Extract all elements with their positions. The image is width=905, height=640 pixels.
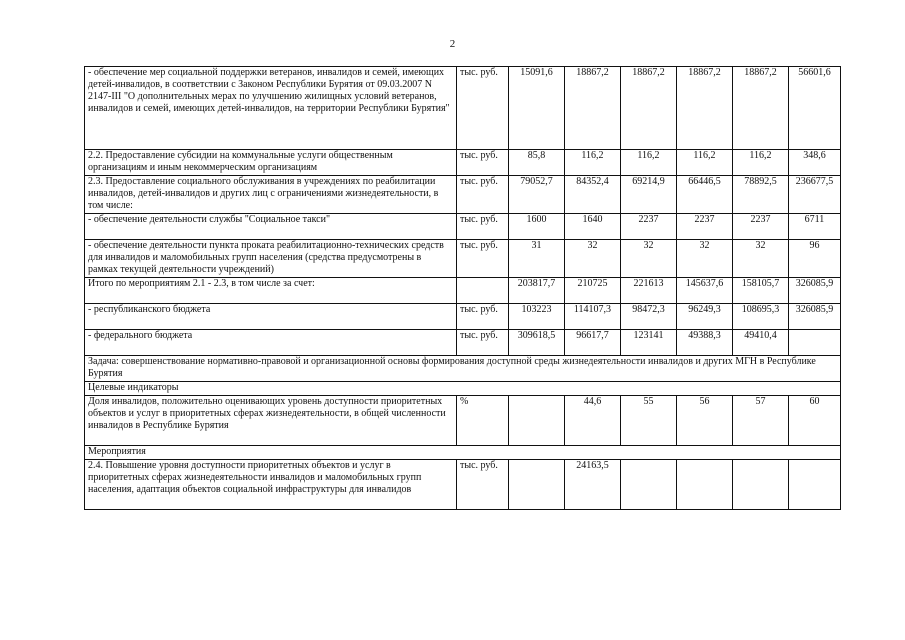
- value-cell: [621, 460, 677, 510]
- value-cell: 203817,7: [509, 278, 565, 304]
- value-cell: 221613: [621, 278, 677, 304]
- row-label: - федерального бюджета: [85, 330, 457, 356]
- value-cell: 108695,3: [733, 304, 789, 330]
- table-row: [85, 278, 841, 304]
- unit-cell: тыс. руб.: [457, 304, 509, 330]
- value-cell: 326085,9: [789, 278, 841, 304]
- row-label: 2.3. Предоставление социального обслуживания в учреждениях по реабилитации инвалидов, детей-инвалидов и других лиц с ограничениями жизнедеятельности, в том числе:: [85, 176, 457, 214]
- table-row: [85, 330, 841, 356]
- table-row: [85, 460, 841, 510]
- unit-cell: [457, 278, 509, 304]
- value-cell: 123141: [621, 330, 677, 356]
- section-heading: Целевые индикаторы: [85, 382, 841, 396]
- value-cell: [789, 330, 841, 356]
- value-cell: 309618,5: [509, 330, 565, 356]
- value-cell: 6711: [789, 214, 841, 240]
- value-cell: 56601,6: [789, 67, 841, 150]
- value-cell: 31: [509, 240, 565, 278]
- table-row: [85, 240, 841, 278]
- value-cell: 348,6: [789, 150, 841, 176]
- row-label: Итого по мероприятиям 2.1 - 2.3, в том числе за счет:: [85, 278, 457, 304]
- unit-cell: тыс. руб.: [457, 240, 509, 278]
- row-label: 2.4. Повышение уровня доступности приоритетных объектов и услуг в приоритетных сферах жизнедеятельности инвалидов и маломобильных групп населения, адаптация объектов социальной инфраструктуры для инвалидов: [85, 460, 457, 510]
- unit-cell: %: [457, 396, 509, 446]
- row-label: - обеспечение деятельности пункта проката реабилитационно-технических средств для инвалидов и маломобильных групп населения (средства предусмотрены в рамках текущей деятельности учреждений): [85, 240, 457, 278]
- value-cell: 96: [789, 240, 841, 278]
- table-row: [85, 214, 841, 240]
- value-cell: 18867,2: [677, 67, 733, 150]
- value-cell: 69214,9: [621, 176, 677, 214]
- section-row: [85, 382, 841, 396]
- table-row: [85, 176, 841, 214]
- table-row: [85, 396, 841, 446]
- value-cell: 56: [677, 396, 733, 446]
- value-cell: 15091,6: [509, 67, 565, 150]
- unit-cell: тыс. руб.: [457, 330, 509, 356]
- value-cell: 1640: [565, 214, 621, 240]
- value-cell: [509, 460, 565, 510]
- unit-cell: тыс. руб.: [457, 176, 509, 214]
- value-cell: 18867,2: [565, 67, 621, 150]
- value-cell: 84352,4: [565, 176, 621, 214]
- value-cell: [733, 460, 789, 510]
- section-heading: Мероприятия: [85, 446, 841, 460]
- value-cell: [509, 396, 565, 446]
- value-cell: 78892,5: [733, 176, 789, 214]
- value-cell: 32: [677, 240, 733, 278]
- value-cell: 32: [733, 240, 789, 278]
- row-label: - республиканского бюджета: [85, 304, 457, 330]
- value-cell: 326085,9: [789, 304, 841, 330]
- value-cell: 116,2: [677, 150, 733, 176]
- value-cell: 32: [565, 240, 621, 278]
- value-cell: 2237: [733, 214, 789, 240]
- value-cell: 158105,7: [733, 278, 789, 304]
- value-cell: 60: [789, 396, 841, 446]
- table-row: [85, 67, 841, 150]
- value-cell: [789, 460, 841, 510]
- unit-cell: тыс. руб.: [457, 67, 509, 150]
- value-cell: 79052,7: [509, 176, 565, 214]
- value-cell: 2237: [621, 214, 677, 240]
- unit-cell: тыс. руб.: [457, 214, 509, 240]
- value-cell: 24163,5: [565, 460, 621, 510]
- value-cell: 210725: [565, 278, 621, 304]
- value-cell: 98472,3: [621, 304, 677, 330]
- section-heading: Задача: совершенствование нормативно-правовой и организационной основы формирования доступной среды жизнедеятельности инвалидов и других МГН в Республике Бурятия: [85, 356, 841, 382]
- value-cell: 18867,2: [733, 67, 789, 150]
- unit-cell: тыс. руб.: [457, 460, 509, 510]
- value-cell: 96249,3: [677, 304, 733, 330]
- value-cell: 85,8: [509, 150, 565, 176]
- value-cell: 44,6: [565, 396, 621, 446]
- row-label: - обеспечение деятельности службы "Социальное такси": [85, 214, 457, 240]
- value-cell: 49388,3: [677, 330, 733, 356]
- value-cell: 32: [621, 240, 677, 278]
- value-cell: 66446,5: [677, 176, 733, 214]
- value-cell: 96617,7: [565, 330, 621, 356]
- page-number: 2: [449, 38, 456, 50]
- value-cell: 116,2: [733, 150, 789, 176]
- value-cell: 114107,3: [565, 304, 621, 330]
- value-cell: 236677,5: [789, 176, 841, 214]
- value-cell: 2237: [677, 214, 733, 240]
- value-cell: 116,2: [621, 150, 677, 176]
- row-label: 2.2. Предоставление субсидии на коммунальные услуги общественным организациям и иным некоммерческим организациям: [85, 150, 457, 176]
- value-cell: 57: [733, 396, 789, 446]
- budget-table: [84, 66, 841, 510]
- value-cell: 1600: [509, 214, 565, 240]
- row-label: - обеспечение мер социальной поддержки ветеранов, инвалидов и семей, имеющих детей-инвалидов, в соответствии с Законом Республики Бурятия от 09.03.2007 N 2147-III "О дополнительных мерах по улучшению жилищных условий ветеранов, инвалидов и семей, имеющих детей-инвалидов, на территории Республики Бурятия": [85, 67, 457, 150]
- value-cell: 55: [621, 396, 677, 446]
- value-cell: 18867,2: [621, 67, 677, 150]
- section-row: [85, 356, 841, 382]
- section-row: [85, 446, 841, 460]
- row-label: Доля инвалидов, положительно оценивающих уровень доступности приоритетных объектов и услуг в приоритетных сферах жизнедеятельности, в общей численности инвалидов в Республике Бурятия: [85, 396, 457, 446]
- table-row: [85, 150, 841, 176]
- value-cell: 49410,4: [733, 330, 789, 356]
- value-cell: 116,2: [565, 150, 621, 176]
- unit-cell: тыс. руб.: [457, 150, 509, 176]
- value-cell: 145637,6: [677, 278, 733, 304]
- value-cell: 103223: [509, 304, 565, 330]
- value-cell: [677, 460, 733, 510]
- table-row: [85, 304, 841, 330]
